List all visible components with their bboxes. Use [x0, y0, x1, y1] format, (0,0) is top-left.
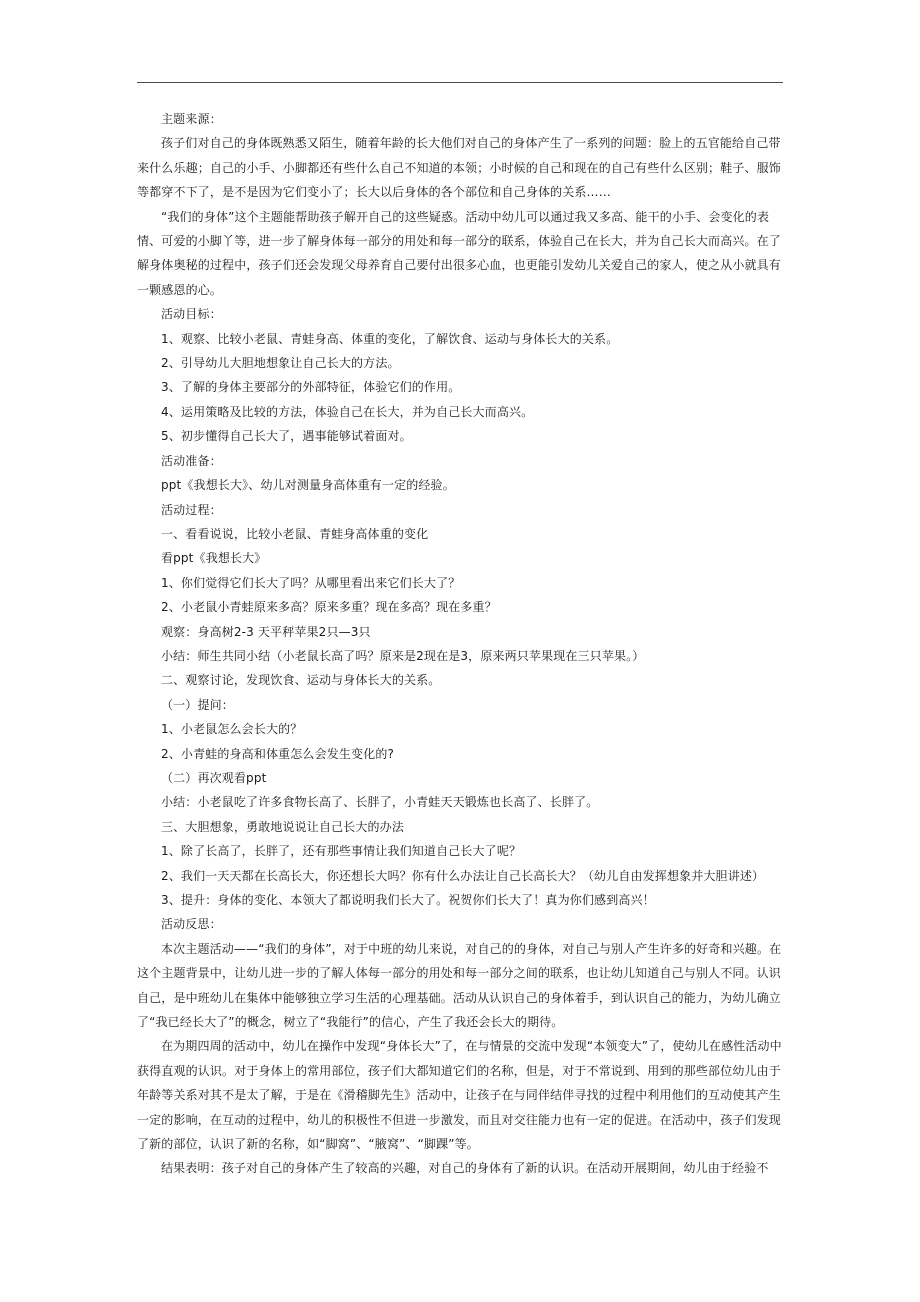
list-item: 2、小青蛙的身高和体重怎么会发生变化的? — [161, 746, 395, 761]
paragraph: 看ppt《我想长大》 — [161, 551, 267, 566]
section-heading: 二、观察讨论，发现饮食、运动与身体长大的关系。 — [161, 673, 441, 688]
sub-heading: （一）提问： — [161, 697, 234, 712]
list-item: 5、初步懂得自己长大了，遇事能够试着面对。 — [161, 429, 412, 444]
list-item: 3、了解的身体主要部分的外部特征，体验它们的作用。 — [161, 380, 461, 395]
paragraph: 结果表明：孩子对自己的身体产生了较高的兴趣，对自己的身体有了新的认识。在活动开展期间，幼儿由于经验不 — [161, 1161, 769, 1176]
paragraph: 小结：师生共同小结（小老鼠长高了吗？原来是2现在是3，原来两只苹果现在三只苹果。） — [161, 648, 645, 663]
heading-reflection: 活动反思： — [161, 917, 222, 932]
heading-goals: 活动目标： — [161, 307, 222, 322]
paragraph: 小结：小老鼠吃了许多食物长高了、长胖了，小青蛙天天锻炼也长高了、长胖了。 — [161, 795, 599, 810]
list-item: 1、你们觉得它们长大了吗？从哪里看出来它们长大了？ — [161, 575, 461, 590]
sub-heading: （二）再次观看ppt — [161, 770, 267, 785]
heading-preparation: 活动准备： — [161, 453, 222, 468]
paragraph: “我们的身体”这个主题能帮助孩子解开自己的这些疑惑。活动中幼儿可以通过我又多高、能干的小手、会变化的表情、可爱的小脚丫等，进一步了解身体每一部分的用处和每一部分的联系，体验自己在长大，并为自己长大而高兴。在了解身体奥秘的过程中，孩子们还会发现父母养育自己要付出很多心血，也更能引发幼儿关爱自己的家人，使之从小就具有一颗感恩的心。 — [137, 209, 781, 297]
heading-theme-source: 主题来源： — [161, 112, 222, 126]
header-rule — [137, 82, 783, 83]
list-item: 3、提升：身体的变化、本领大了都说明我们长大了。祝贺你们长大了！真为你们感到高兴！ — [161, 893, 655, 907]
list-item: 1、观察、比较小老鼠、青蛙身高、体重的变化，了解饮食、运动与身体长大的关系。 — [161, 331, 619, 346]
list-item: 2、引导幼儿大胆地想象让自己长大的方法。 — [161, 356, 400, 371]
list-item: 1、除了长高了，长胖了，还有那些事情让我们知道自己长大了呢？ — [161, 844, 522, 859]
paragraph: 观察：身高树2-3 天平秤苹果2只—3只 — [161, 624, 371, 639]
section-heading: 三、大胆想象，勇敢地说说让自己长大的办法 — [161, 819, 405, 834]
paragraph: 孩子们对自己的身体既熟悉又陌生，随着年龄的长大他们对自己的身体产生了一系列的问题：脸上的五官能给自己带来什么乐趣；自己的小手、小脚都还有些什么自己不知道的本领；小时候的自己和现在的自己有些什么区别；鞋子、服饰等都穿不下了，是不是因为它们变小了；长大以后身体的各个部位和自己身体的关系…… — [137, 136, 781, 200]
list-item: 2、小老鼠小青蛙原来多高？原来多重？现在多高？现在多重？ — [161, 600, 497, 615]
list-item: 2、我们一天天都在长高长大，你还想长大吗？你有什么办法让自己长高长大？（幼儿自由发挥想象并大胆讲述） — [161, 868, 765, 883]
section-heading: 一、看看说说，比较小老鼠、青蛙身高体重的变化 — [161, 526, 429, 541]
list-item: 1、小老鼠怎么会长大的？ — [161, 722, 303, 737]
paragraph: 在为期四周的活动中，幼儿在操作中发现“身体长大”了，在与情景的交流中发现“本领变大”了，使幼儿在感性活动中获得直观的认识。对于身体上的常用部位，孩子们大都知道它们的名称，但是，对于不常说到、用到的那些部位幼儿由于年龄等关系对其不是太了解，于是在《滑稽脚先生》活动中，让孩子在与同伴结伴寻找的过程中利用他们的互动使其产生一定的影响，在互动的过程中，幼儿的积极性不但进一步激发，而且对交往能力也有一定的促进。在活动中，孩子们发现了新的部位，认识了新的名称，如“脚窝”、“腋窝”、“脚踝”等。 — [137, 1039, 782, 1152]
document-body — [137, 107, 783, 1181]
list-item: 4、运用策略及比较的方法，体验自己在长大，并为自己长大而高兴。 — [161, 404, 534, 419]
heading-process: 活动过程： — [161, 502, 222, 517]
paragraph: ppt《我想长大》、幼儿对测量身高体重有一定的经验。 — [161, 478, 455, 493]
paragraph: 本次主题活动——“我们的身体”，对于中班的幼儿来说，对自己的的身体，对自己与别人产生许多的好奇和兴趣。在这个主题背景中，让幼儿进一步的了解人体每一部分的用处和每一部分之间的联系，也让幼儿知道自己与别人不同。认识自己，是中班幼儿在集体中能够独立学习生活的心理基础。活动从认识自己的身体着手，到认识自己的能力，为幼儿确立了“我已经长大了”的概念，树立了“我能行”的信心，产生了我还会长大的期待。 — [137, 941, 782, 1030]
